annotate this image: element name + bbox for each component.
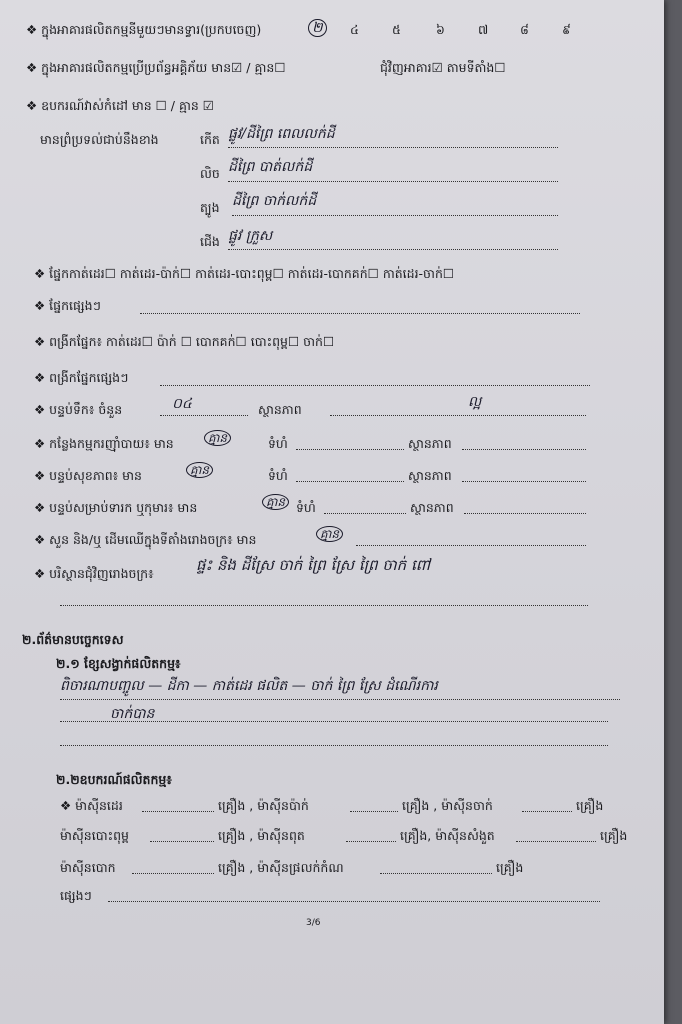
expansion-label: ❖ ពង្រីកផ្នែក៖ កាត់ដេរ☐ ប៉ាក់ ☐ បោកគក់☐ បោះពុម្ព☐ ចាក់☐ <box>34 334 335 349</box>
health-room-state-label: ស្ថានភាព <box>408 468 452 483</box>
environment-value: ផ្ទះ និង ដីស្រែ ចាក់ ព្រៃ ស្រែ ព្រៃ ចាក់ ពៅ <box>196 556 430 574</box>
door-count-label: ❖ ក្នុងអាគារផលិតកម្មនីមួយៗមានទ្វារ(ប្រកបចេញ) <box>26 22 262 37</box>
childcare-circled: គ្មាន <box>262 494 289 512</box>
production-line-value-1: ពិចារណាបញ្ចូល — ដីកា — កាត់ដេរ ផលិត — ចាក់ ព្រៃ ស្រែ ដំណើរការ <box>60 678 438 694</box>
canteen-circled: គ្មាន <box>204 430 231 448</box>
ironing-unit: គ្រឿង <box>496 860 524 875</box>
childcare-size-line <box>324 512 406 514</box>
door-option-6: ៦ <box>436 22 445 37</box>
embroidery-machine-label: គ្រឿង , ម៉ាស៊ីនប៉ាក់ <box>218 798 309 813</box>
knitting-unit: គ្រឿង <box>576 798 604 813</box>
knitting-machine-line <box>522 810 572 812</box>
childcare-state-line <box>464 512 586 514</box>
pressing-machine-line <box>346 840 396 842</box>
toilet-count: ០៤ <box>172 396 192 412</box>
knitting-machine-label: គ្រឿង , ម៉ាស៊ីនចាក់ <box>402 798 493 813</box>
production-line-line-3 <box>60 744 608 746</box>
door-option-8: ៨ <box>520 22 529 37</box>
childcare-label: ❖ បន្ទប់សម្រាប់ទារក ឬកុមារ៖ មាន <box>34 500 198 515</box>
printing-machine-label: ម៉ាស៊ីនបោះពុម្ព <box>60 828 129 843</box>
washing-machine-line <box>132 872 214 874</box>
childcare-size-label: ទំហំ <box>296 500 316 515</box>
border-north-label: ជើង <box>200 234 220 249</box>
production-line-heading: ២.១ ខ្សែសង្វាក់ផលិតកម្ម៖ <box>56 656 181 671</box>
health-room-state-line <box>462 480 586 482</box>
door-option-9: ៩ <box>562 22 571 37</box>
other-expansion-line <box>160 384 590 386</box>
border-east-line <box>228 146 558 148</box>
door-count-circled: ២ <box>308 18 327 39</box>
pressing-machine-label: គ្រឿង , ម៉ាស៊ីនពុត <box>218 828 305 843</box>
drying-unit: គ្រឿង <box>600 828 628 843</box>
health-room-size-label: ទំហំ <box>268 468 288 483</box>
canteen-label: ❖ កន្លែងកម្មករញ៉ាំបាយ៖ មាន <box>34 436 174 451</box>
border-east-value: ផ្លូវ/ដីព្រៃ ពេលលក់ដី <box>228 126 335 142</box>
toilet-label: ❖ បន្ទប់ទឹក៖ ចំនួន <box>34 402 123 417</box>
section-2-title: ២.ព័ត៌មានបច្ចេកទេស <box>22 632 124 647</box>
production-line-line-1 <box>60 698 620 700</box>
childcare-state-label: ស្ថានភាព <box>410 500 454 515</box>
garden-label: ❖ សួន និង/ឬ ដើមឈើក្នុងទីតាំងរោងចក្រ៖ មាន <box>34 532 257 547</box>
toilet-state-line <box>330 414 586 416</box>
border-west-value: ដីព្រៃ បាត់លក់ដី <box>228 159 313 175</box>
fire-system-label: ❖ ក្នុងអាគារផលិតកម្មប្រើប្រព័ន្ធអគ្គិភ័យ មាន☑ / គ្មាន☐ <box>26 60 286 75</box>
border-north-line <box>228 248 558 250</box>
thermometer-label: ❖ ឧបករណ៍វាស់កំដៅ មាន ☐ / គ្មាន ☑ <box>26 98 215 113</box>
sewing-machine-line <box>142 810 214 812</box>
ironing-machine-line <box>380 872 492 874</box>
washing-machine-label: ម៉ាស៊ីនបោក <box>60 860 116 875</box>
drying-machine-line <box>516 840 596 842</box>
equipment-heading: ២.២ឧបករណ៍ផលិតកម្ម៖ <box>56 772 172 787</box>
garden-circled: គ្មាន <box>316 526 343 544</box>
page-number: 3/6 <box>306 918 321 928</box>
other-sections-label: ❖ ផ្នែកផ្សេងៗ <box>34 298 101 313</box>
toilet-state-label: ស្ថានភាព <box>258 402 302 417</box>
health-room-label: ❖ បន្ទប់សុខភាព៖ មាន <box>34 468 142 483</box>
door-option-5: ៥ <box>392 22 401 37</box>
scan-edge <box>664 0 682 1024</box>
border-east-label: កើត <box>200 132 220 147</box>
drying-machine-label: គ្រឿង, ម៉ាស៊ីនសំងួត <box>400 828 495 843</box>
ironing-machine-label: គ្រឿង , ម៉ាស៊ីនផ្រលក់កំណ <box>218 860 344 875</box>
toilet-state-value: ល្អ <box>468 394 482 410</box>
door-option-4: ៤ <box>350 22 359 37</box>
health-room-size-line <box>296 480 404 482</box>
canteen-state-label: ស្ថានភាព <box>408 436 452 451</box>
environment-label: ❖ បរិស្ថានជុំវិញរោងចក្រ៖ <box>34 566 154 581</box>
border-south-value: ដីព្រៃ ចាក់លក់ដី <box>232 193 317 209</box>
printing-machine-line <box>150 840 214 842</box>
fire-system-location: ជុំវិញអាគារ☑ តាមទីតាំង☐ <box>380 60 506 75</box>
toilet-count-line <box>160 414 248 416</box>
production-line-value-2: ចាក់បាន <box>110 706 155 722</box>
border-west-line <box>228 180 558 182</box>
other-equipment-label: ផ្សេងៗ <box>60 888 92 903</box>
garden-line <box>356 544 586 546</box>
canteen-size-label: ទំហំ <box>268 436 288 451</box>
border-west-label: លិច <box>200 166 220 181</box>
canteen-state-line <box>462 448 586 450</box>
environment-line <box>60 604 588 606</box>
other-equipment-line <box>108 900 600 902</box>
sewing-machine-label: ❖ ម៉ាស៊ីនដេរ <box>60 798 123 813</box>
health-room-circled: គ្មាន <box>186 462 213 480</box>
border-south-line <box>232 214 558 216</box>
border-south-label: ត្បូង <box>200 200 220 215</box>
other-expansion-label: ❖ ពង្រីកផ្នែកផ្សេងៗ <box>34 370 129 385</box>
sections-label: ❖ ផ្នែកកាត់ដេរ☐ កាត់ដេរ-ប៉ាក់☐ កាត់ដេរ-បោះពុម្ព☐ កាត់ដេរ-បោកគក់☐ កាត់ដេរ-ចាក់☐ <box>34 266 455 281</box>
other-sections-line <box>140 312 580 314</box>
border-north-value: ផ្លូវ ក្រួស <box>228 228 273 244</box>
door-option-7: ៧ <box>478 22 489 37</box>
production-line-line-2 <box>60 720 608 722</box>
canteen-size-line <box>296 448 404 450</box>
embroidery-machine-line <box>350 810 398 812</box>
border-label: មានព្រំប្រទល់ជាប់នឹងខាង <box>40 132 159 147</box>
